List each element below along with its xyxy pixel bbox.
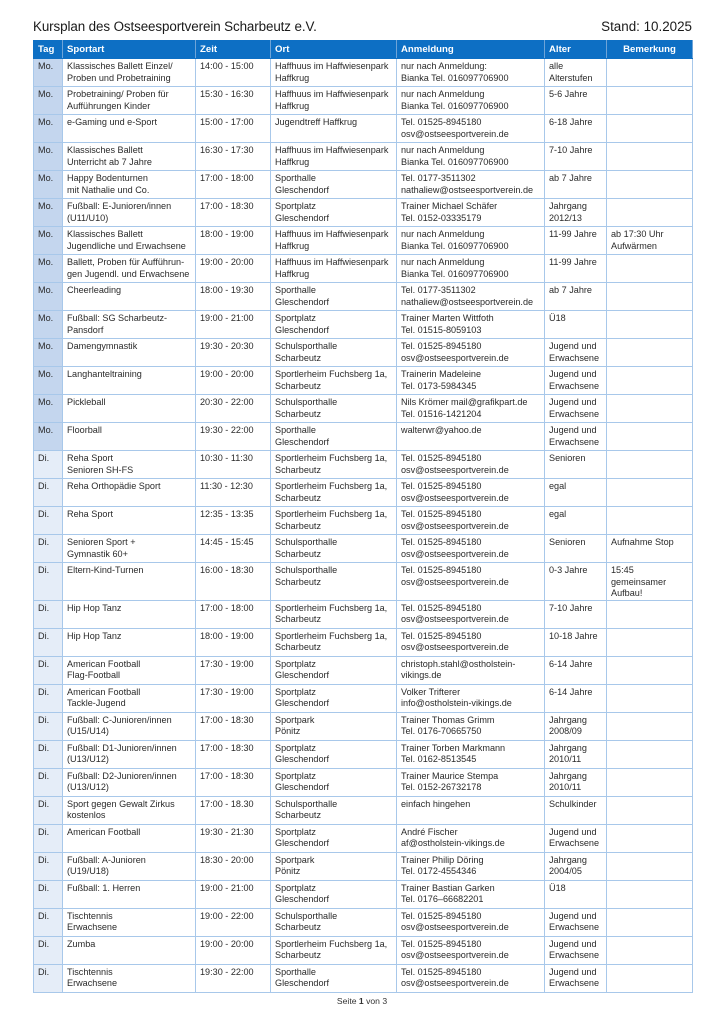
cell-ort: Sporthalle Gleschendorf	[271, 423, 397, 451]
cell-ort: Sporthalle Gleschendorf	[271, 171, 397, 199]
cell-zeit: 19:00 - 20:00	[196, 255, 271, 283]
cell-ort: Jugendtreff Haffkrug	[271, 115, 397, 143]
table-row	[34, 507, 693, 535]
cell-tag: Di.	[34, 479, 63, 507]
cell-ort: Sportpark Pönitz	[271, 852, 397, 880]
cell-tag: Di.	[34, 628, 63, 656]
total-pages: 3	[382, 996, 388, 1006]
table-row	[34, 796, 693, 824]
cell-anmeldung: Trainerin Madeleine Tel. 0173-5984345	[397, 367, 545, 395]
cell-zeit: 17:00 - 18:00	[196, 600, 271, 628]
cell-anmeldung: Tel. 01525-8945180 osv@ostseesportverein.de	[397, 339, 545, 367]
column-header-ort: Ort	[271, 41, 397, 59]
cell-ort: Sportplatz Gleschendorf	[271, 684, 397, 712]
cell-tag: Di.	[34, 535, 63, 563]
cell-alter: egal	[545, 479, 607, 507]
cell-sportart: Sport gegen Gewalt Zirkus kostenlos	[63, 796, 196, 824]
cell-alter: alle Alterstufen	[545, 59, 607, 87]
column-header-bemerkung: Bemerkung	[607, 41, 693, 59]
cell-anmeldung: Trainer Michael Schäfer Tel. 0152-03335179	[397, 199, 545, 227]
cell-alter: Schulkinder	[545, 796, 607, 824]
cell-anmeldung: Tel. 01525-8945180 osv@ostseesportverein.de	[397, 535, 545, 563]
cell-zeit: 18:00 - 19:30	[196, 283, 271, 311]
cell-sportart: Reha Sport	[63, 507, 196, 535]
cell-ort: Haffhuus im Haffwiesenpark Haffkrug	[271, 227, 397, 255]
column-header-alter: Alter	[545, 41, 607, 59]
cell-sportart: Klassisches Ballett Jugendliche und Erwachsene	[63, 227, 196, 255]
cell-anmeldung: Trainer Bastian Garken Tel. 0176–66682201	[397, 880, 545, 908]
cell-ort: Haffhuus im Haffwiesenpark Haffkrug	[271, 255, 397, 283]
cell-alter: 7-10 Jahre	[545, 600, 607, 628]
column-header-tag: Tag	[34, 41, 63, 59]
cell-alter: Ü18	[545, 880, 607, 908]
cell-sportart: Fußball: SG Scharbeutz- Pansdorf	[63, 311, 196, 339]
cell-anmeldung: Trainer Maurice Stempa Tel. 0152-26732178	[397, 768, 545, 796]
table-row	[34, 451, 693, 479]
cell-anmeldung: Trainer Torben Markmann Tel. 0162-8513545	[397, 740, 545, 768]
cell-tag: Mo.	[34, 199, 63, 227]
cell-zeit: 17:00 - 18:30	[196, 740, 271, 768]
cell-bemerkung	[607, 59, 693, 87]
cell-bemerkung	[607, 451, 693, 479]
cell-bemerkung	[607, 628, 693, 656]
cell-anmeldung: Nils Krömer mail@grafikpart.de Tel. 01516-1421204	[397, 395, 545, 423]
cell-alter: 6-14 Jahre	[545, 684, 607, 712]
cell-bemerkung	[607, 684, 693, 712]
cell-zeit: 14:00 - 15:00	[196, 59, 271, 87]
cell-tag: Mo.	[34, 367, 63, 395]
cell-ort: Sportplatz Gleschendorf	[271, 824, 397, 852]
cell-tag: Mo.	[34, 311, 63, 339]
cell-zeit: 19:30 - 22:00	[196, 423, 271, 451]
cell-bemerkung	[607, 852, 693, 880]
table-row	[34, 339, 693, 367]
table-row	[34, 740, 693, 768]
cell-bemerkung	[607, 740, 693, 768]
table-row	[34, 880, 693, 908]
cell-bemerkung	[607, 171, 693, 199]
cell-sportart: Fußball: E-Junioren/innen (U11/U10)	[63, 199, 196, 227]
cell-tag: Mo.	[34, 283, 63, 311]
cell-zeit: 18:00 - 19:00	[196, 227, 271, 255]
cell-bemerkung	[607, 395, 693, 423]
table-row	[34, 479, 693, 507]
cell-zeit: 19:00 - 20:00	[196, 936, 271, 964]
cell-tag: Di.	[34, 768, 63, 796]
cell-tag: Mo.	[34, 227, 63, 255]
cell-zeit: 19:00 - 22:00	[196, 908, 271, 936]
cell-ort: Sportlerheim Fuchsberg 1a, Scharbeutz	[271, 600, 397, 628]
cell-zeit: 17:00 - 18:00	[196, 171, 271, 199]
cell-alter: Jugend und Erwachsene	[545, 423, 607, 451]
table-row	[34, 423, 693, 451]
cell-ort: Sportlerheim Fuchsberg 1a, Scharbeutz	[271, 451, 397, 479]
cell-sportart: American Football	[63, 824, 196, 852]
cell-ort: Sportlerheim Fuchsberg 1a, Scharbeutz	[271, 507, 397, 535]
cell-bemerkung	[607, 143, 693, 171]
cell-ort: Sportplatz Gleschendorf	[271, 311, 397, 339]
cell-sportart: Floorball	[63, 423, 196, 451]
cell-alter: Jahrgang 2004/05	[545, 852, 607, 880]
cell-alter: Jahrgang 2008/09	[545, 712, 607, 740]
cell-zeit: 19:30 - 20:30	[196, 339, 271, 367]
cell-tag: Di.	[34, 507, 63, 535]
cell-tag: Di.	[34, 656, 63, 684]
table-row	[34, 824, 693, 852]
cell-anmeldung: Trainer Philip Döring Tel. 0172-4554346	[397, 852, 545, 880]
cell-alter: 5-6 Jahre	[545, 87, 607, 115]
table-header-row	[34, 41, 693, 59]
table-row	[34, 656, 693, 684]
cell-anmeldung: André Fischer af@ostholstein-vikings.de	[397, 824, 545, 852]
table-row	[34, 367, 693, 395]
cell-tag: Mo.	[34, 339, 63, 367]
cell-sportart: Zumba	[63, 936, 196, 964]
column-header-anmeldung: Anmeldung	[397, 41, 545, 59]
cell-bemerkung	[607, 199, 693, 227]
cell-bemerkung	[607, 908, 693, 936]
cell-bemerkung	[607, 796, 693, 824]
table-body	[34, 59, 693, 993]
cell-tag: Mo.	[34, 87, 63, 115]
cell-alter: 11-99 Jahre	[545, 255, 607, 283]
cell-sportart: Fußball: C-Junioren/innen (U15/U14)	[63, 712, 196, 740]
column-header-sportart: Sportart	[63, 41, 196, 59]
cell-zeit: 14:45 - 15:45	[196, 535, 271, 563]
cell-bemerkung	[607, 936, 693, 964]
cell-bemerkung	[607, 507, 693, 535]
cell-ort: Sportlerheim Fuchsberg 1a, Scharbeutz	[271, 367, 397, 395]
cell-tag: Di.	[34, 563, 63, 601]
cell-sportart: Hip Hop Tanz	[63, 600, 196, 628]
cell-tag: Di.	[34, 964, 63, 992]
cell-ort: Sportpark Pönitz	[271, 712, 397, 740]
cell-ort: Schulsporthalle Scharbeutz	[271, 395, 397, 423]
cell-alter: 11-99 Jahre	[545, 227, 607, 255]
cell-sportart: Fußball: D1-Junioren/innen (U13/U12)	[63, 740, 196, 768]
cell-ort: Schulsporthalle Scharbeutz	[271, 563, 397, 601]
cell-tag: Mo.	[34, 255, 63, 283]
cell-anmeldung: Tel. 01525-8945180 osv@ostseesportverein.de	[397, 964, 545, 992]
cell-tag: Di.	[34, 684, 63, 712]
cell-sportart: Eltern-Kind-Turnen	[63, 563, 196, 601]
cell-tag: Mo.	[34, 59, 63, 87]
cell-tag: Mo.	[34, 171, 63, 199]
cell-zeit: 20:30 - 22:00	[196, 395, 271, 423]
cell-zeit: 19:30 - 21:30	[196, 824, 271, 852]
cell-zeit: 17:30 - 19:00	[196, 684, 271, 712]
cell-alter: Jugend und Erwachsene	[545, 367, 607, 395]
cell-alter: Jugend und Erwachsene	[545, 908, 607, 936]
cell-bemerkung	[607, 964, 693, 992]
current-page-number: 1	[358, 996, 364, 1006]
cell-bemerkung: ab 17:30 Uhr Aufwärmen	[607, 227, 693, 255]
cell-bemerkung: 15:45 gemeinsamer Aufbau!	[607, 563, 693, 601]
cell-bemerkung	[607, 768, 693, 796]
cell-zeit: 16:30 - 17:30	[196, 143, 271, 171]
cell-anmeldung: Tel. 01525-8945180 osv@ostseesportverein.de	[397, 936, 545, 964]
cell-ort: Sportlerheim Fuchsberg 1a, Scharbeutz	[271, 628, 397, 656]
cell-alter: Jahrgang 2010/11	[545, 740, 607, 768]
cell-bemerkung	[607, 712, 693, 740]
cell-anmeldung: Tel. 0177-3511302 nathaliew@ostseesportverein.de	[397, 283, 545, 311]
table-row	[34, 115, 693, 143]
cell-zeit: 19:00 - 21:00	[196, 880, 271, 908]
cell-alter: Jahrgang 2010/11	[545, 768, 607, 796]
cell-alter: 6-14 Jahre	[545, 656, 607, 684]
cell-alter: Ü18	[545, 311, 607, 339]
cell-tag: Mo.	[34, 423, 63, 451]
cell-zeit: 15:00 - 17:00	[196, 115, 271, 143]
cell-bemerkung	[607, 339, 693, 367]
cell-anmeldung: Tel. 01525-8945180 osv@ostseesportverein.de	[397, 115, 545, 143]
cell-zeit: 16:00 - 18:30	[196, 563, 271, 601]
cell-bemerkung	[607, 423, 693, 451]
cell-zeit: 19:00 - 20:00	[196, 367, 271, 395]
cell-bemerkung: Aufnahme Stop	[607, 535, 693, 563]
cell-alter: Senioren	[545, 535, 607, 563]
cell-alter: ab 7 Jahre	[545, 171, 607, 199]
cell-bemerkung	[607, 311, 693, 339]
table-row	[34, 712, 693, 740]
cell-anmeldung: nur nach Anmeldung Bianka Tel. 016097706900	[397, 143, 545, 171]
cell-tag: Di.	[34, 936, 63, 964]
cell-bemerkung	[607, 367, 693, 395]
cell-ort: Schulsporthalle Scharbeutz	[271, 535, 397, 563]
cell-sportart: Probetraining/ Proben für Aufführungen Kinder	[63, 87, 196, 115]
cell-sportart: Reha Sport Senioren SH-FS	[63, 451, 196, 479]
table-row	[34, 143, 693, 171]
cell-ort: Sporthalle Gleschendorf	[271, 283, 397, 311]
cell-ort: Sporthalle Gleschendorf	[271, 964, 397, 992]
cell-ort: Haffhuus im Haffwiesenpark Haffkrug	[271, 87, 397, 115]
cell-zeit: 12:35 - 13:35	[196, 507, 271, 535]
cell-tag: Di.	[34, 824, 63, 852]
cell-zeit: 17:00 - 18.30	[196, 796, 271, 824]
cell-bemerkung	[607, 283, 693, 311]
cell-sportart: Fußball: A-Junioren (U19/U18)	[63, 852, 196, 880]
cell-alter: 10-18 Jahre	[545, 628, 607, 656]
cell-anmeldung: nur nach Anmeldung Bianka Tel. 016097706900	[397, 255, 545, 283]
page-label: Seite	[336, 996, 357, 1006]
cell-anmeldung: christoph.stahl@ostholstein- vikings.de	[397, 656, 545, 684]
page-separator: von	[366, 996, 380, 1006]
cell-sportart: Pickleball	[63, 395, 196, 423]
cell-anmeldung: nur nach Anmeldung Bianka Tel. 016097706900	[397, 227, 545, 255]
cell-anmeldung: Tel. 01525-8945180 osv@ostseesportverein.de	[397, 451, 545, 479]
cell-alter: Jugend und Erwachsene	[545, 395, 607, 423]
cell-zeit: 17:00 - 18:30	[196, 199, 271, 227]
table-row	[34, 908, 693, 936]
cell-sportart: Fußball: D2-Junioren/innen (U13/U12)	[63, 768, 196, 796]
page-footer	[0, 996, 724, 1006]
cell-zeit: 11:30 - 12:30	[196, 479, 271, 507]
cell-sportart: Langhanteltraining	[63, 367, 196, 395]
cell-ort: Sportplatz Gleschendorf	[271, 199, 397, 227]
cell-zeit: 17:00 - 18:30	[196, 768, 271, 796]
cell-sportart: Klassisches Ballett Einzel/ Proben und Probetraining	[63, 59, 196, 87]
cell-zeit: 18:00 - 19:00	[196, 628, 271, 656]
cell-sportart: Hip Hop Tanz	[63, 628, 196, 656]
table-row	[34, 936, 693, 964]
cell-sportart: Senioren Sport + Gymnastik 60+	[63, 535, 196, 563]
cell-ort: Sportplatz Gleschendorf	[271, 656, 397, 684]
table-row	[34, 628, 693, 656]
cell-anmeldung: Tel. 01525-8945180 osv@ostseesportverein.de	[397, 908, 545, 936]
cell-sportart: American Football Tackle-Jugend	[63, 684, 196, 712]
cell-tag: Mo.	[34, 395, 63, 423]
cell-sportart: e-Gaming und e-Sport	[63, 115, 196, 143]
cell-tag: Di.	[34, 852, 63, 880]
cell-alter: Jugend und Erwachsene	[545, 339, 607, 367]
table-row	[34, 684, 693, 712]
table-row	[34, 59, 693, 87]
cell-zeit: 15:30 - 16:30	[196, 87, 271, 115]
table-row	[34, 964, 693, 992]
cell-sportart: Klassisches Ballett Unterricht ab 7 Jahre	[63, 143, 196, 171]
cell-anmeldung: walterwr@yahoo.de	[397, 423, 545, 451]
cell-tag: Di.	[34, 796, 63, 824]
stand-date: Stand: 10.2025	[601, 19, 692, 34]
cell-alter: Jugend und Erwachsene	[545, 824, 607, 852]
cell-sportart: Cheerleading	[63, 283, 196, 311]
cell-tag: Di.	[34, 712, 63, 740]
table-row	[34, 563, 693, 601]
cell-sportart: Damengymnastik	[63, 339, 196, 367]
cell-sportart: Ballett, Proben für Aufführun- gen Jugendl. und Erwachsene	[63, 255, 196, 283]
cell-alter: ab 7 Jahre	[545, 283, 607, 311]
cell-alter: Senioren	[545, 451, 607, 479]
cell-ort: Haffhuus im Haffwiesenpark Haffkrug	[271, 143, 397, 171]
table-row	[34, 87, 693, 115]
cell-ort: Sportlerheim Fuchsberg 1a, Scharbeutz	[271, 936, 397, 964]
cell-tag: Mo.	[34, 115, 63, 143]
cell-tag: Di.	[34, 880, 63, 908]
table-row	[34, 535, 693, 563]
table-row	[34, 199, 693, 227]
cell-ort: Schulsporthalle Scharbeutz	[271, 908, 397, 936]
cell-bemerkung	[607, 880, 693, 908]
cell-tag: Di.	[34, 740, 63, 768]
cell-bemerkung	[607, 824, 693, 852]
cell-bemerkung	[607, 656, 693, 684]
cell-zeit: 19:30 - 22:00	[196, 964, 271, 992]
cell-alter: egal	[545, 507, 607, 535]
cell-ort: Sportplatz Gleschendorf	[271, 768, 397, 796]
cell-bemerkung	[607, 115, 693, 143]
cell-zeit: 18:30 - 20:00	[196, 852, 271, 880]
table-row	[34, 395, 693, 423]
cell-tag: Di.	[34, 600, 63, 628]
cell-ort: Schulsporthalle Scharbeutz	[271, 796, 397, 824]
cell-sportart: Tischtennis Erwachsene	[63, 908, 196, 936]
cell-anmeldung: Volker Trifterer info@ostholstein-vikings.de	[397, 684, 545, 712]
cell-tag: Di.	[34, 451, 63, 479]
table-row	[34, 600, 693, 628]
cell-zeit: 17:30 - 19:00	[196, 656, 271, 684]
cell-zeit: 10:30 - 11:30	[196, 451, 271, 479]
table-row	[34, 171, 693, 199]
course-schedule-table	[33, 40, 693, 993]
cell-ort: Sportlerheim Fuchsberg 1a, Scharbeutz	[271, 479, 397, 507]
cell-zeit: 17:00 - 18:30	[196, 712, 271, 740]
cell-ort: Haffhuus im Haffwiesenpark Haffkrug	[271, 59, 397, 87]
column-header-zeit: Zeit	[196, 41, 271, 59]
cell-ort: Schulsporthalle Scharbeutz	[271, 339, 397, 367]
cell-bemerkung	[607, 87, 693, 115]
cell-anmeldung: Tel. 0177-3511302 nathaliew@ostseesportverein.de	[397, 171, 545, 199]
document-title: Kursplan des Ostseesportverein Scharbeutz e.V.	[33, 19, 317, 34]
cell-ort: Sportplatz Gleschendorf	[271, 880, 397, 908]
cell-zeit: 19:00 - 21:00	[196, 311, 271, 339]
table-row	[34, 768, 693, 796]
cell-alter: 0-3 Jahre	[545, 563, 607, 601]
cell-sportart: Reha Orthopädie Sport	[63, 479, 196, 507]
cell-ort: Sportplatz Gleschendorf	[271, 740, 397, 768]
cell-alter: Jugend und Erwachsene	[545, 964, 607, 992]
cell-bemerkung	[607, 479, 693, 507]
cell-tag: Mo.	[34, 143, 63, 171]
cell-sportart: Fußball: 1. Herren	[63, 880, 196, 908]
cell-anmeldung: Trainer Marten Wittfoth Tel. 01515-8059103	[397, 311, 545, 339]
cell-anmeldung: nur nach Anmeldung: Bianka Tel. 016097706900	[397, 59, 545, 87]
cell-anmeldung: Tel. 01525-8945180 osv@ostseesportverein.de	[397, 479, 545, 507]
table-row	[34, 283, 693, 311]
cell-alter: 6-18 Jahre	[545, 115, 607, 143]
cell-alter: 7-10 Jahre	[545, 143, 607, 171]
cell-anmeldung: Tel. 01525-8945180 osv@ostseesportverein.de	[397, 600, 545, 628]
cell-alter: Jahrgang 2012/13	[545, 199, 607, 227]
table-row	[34, 255, 693, 283]
table-row	[34, 852, 693, 880]
cell-tag: Di.	[34, 908, 63, 936]
cell-sportart: Tischtennis Erwachsene	[63, 964, 196, 992]
cell-anmeldung: Tel. 01525-8945180 osv@ostseesportverein.de	[397, 507, 545, 535]
table-row	[34, 311, 693, 339]
cell-bemerkung	[607, 255, 693, 283]
cell-anmeldung: Tel. 01525-8945180 osv@ostseesportverein.de	[397, 628, 545, 656]
cell-anmeldung: Trainer Thomas Grimm Tel. 0176-70665750	[397, 712, 545, 740]
table-row	[34, 227, 693, 255]
cell-alter: Jugend und Erwachsene	[545, 936, 607, 964]
cell-sportart: American Football Flag-Football	[63, 656, 196, 684]
cell-bemerkung	[607, 600, 693, 628]
cell-anmeldung: Tel. 01525-8945180 osv@ostseesportverein.de	[397, 563, 545, 601]
cell-sportart: Happy Bodenturnen mit Nathalie und Co.	[63, 171, 196, 199]
cell-anmeldung: nur nach Anmeldung Bianka Tel. 016097706900	[397, 87, 545, 115]
cell-anmeldung: einfach hingehen	[397, 796, 545, 824]
